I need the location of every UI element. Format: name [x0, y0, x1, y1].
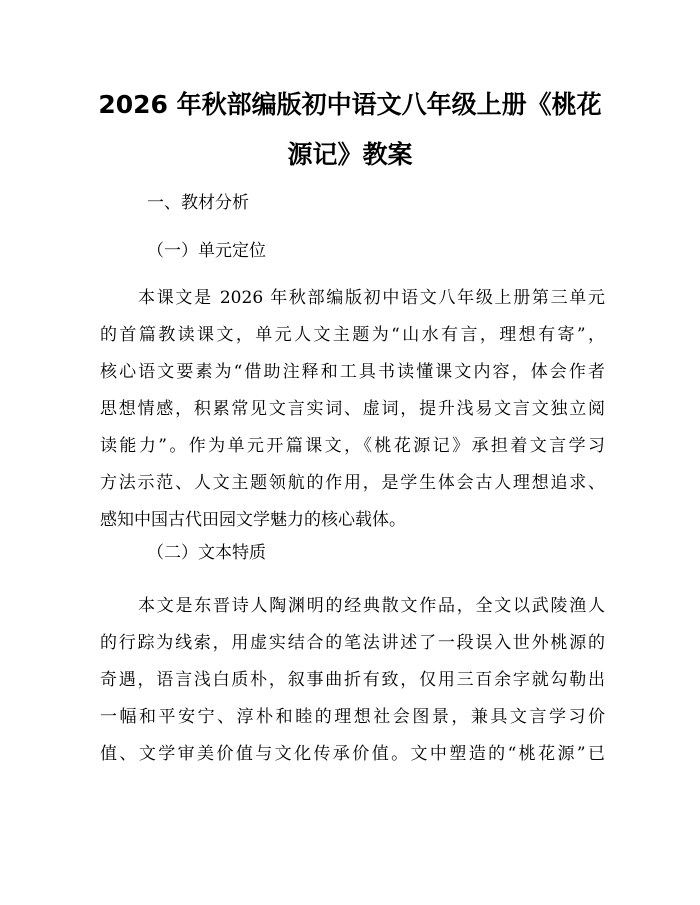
- paragraph-line: 读能力”。作为单元开篇课文，《桃花源记》承担着文言学习: [100, 436, 605, 456]
- title-line: 2026 年秋部编版初中语文八年级上册《桃花: [98, 90, 602, 119]
- paragraph-text-characteristics: [100, 588, 605, 773]
- subsection-heading-unit-positioning: （一）单元定位: [147, 241, 266, 261]
- paragraph-line: 的行踪为线索，用虚实结合的笔法讲述了一段误入世外桃源的: [100, 633, 605, 653]
- subsection-heading-text-characteristics: （二）文本特质: [147, 543, 266, 563]
- title-line: 源记》教案: [287, 140, 413, 169]
- section-heading-teaching-material-analysis: 一、教材分析: [147, 193, 249, 213]
- paragraph-line: 本文是东晋诗人陶渊明的经典散文作品，全文以武陵渔人: [138, 596, 605, 616]
- paragraph-line: 感知中国古代田园文学魅力的核心载体。: [100, 510, 406, 530]
- paragraph-line: 核心语文要素为“借助注释和工具书读懂课文内容，体会作者: [100, 362, 605, 382]
- paragraph-line: 方法示范、人文主题领航的作用，是学生体会古人理想追求、: [100, 473, 605, 493]
- document-title: [90, 80, 610, 180]
- paragraph-line: 本课文是 2026 年秋部编版初中语文八年级上册第三单元: [138, 288, 605, 308]
- paragraph-unit-positioning: [100, 280, 605, 539]
- paragraph-line: 的首篇教读课文，单元人文主题为“山水有言，理想有寄”，: [100, 325, 605, 345]
- paragraph-line: 思想情感，积累常见文言实词、虚词，提升浅易文言文独立阅: [100, 399, 605, 419]
- paragraph-line: 奇遇，语言浅白质朴，叙事曲折有致，仅用三百余字就勾勒出: [100, 670, 605, 690]
- paragraph-line: 一幅和平安宁、淳朴和睦的理想社会图景，兼具文言学习价: [100, 707, 605, 727]
- paragraph-line: 值、文学审美价值与文化传承价值。文中塑造的“桃花源”已: [100, 744, 605, 764]
